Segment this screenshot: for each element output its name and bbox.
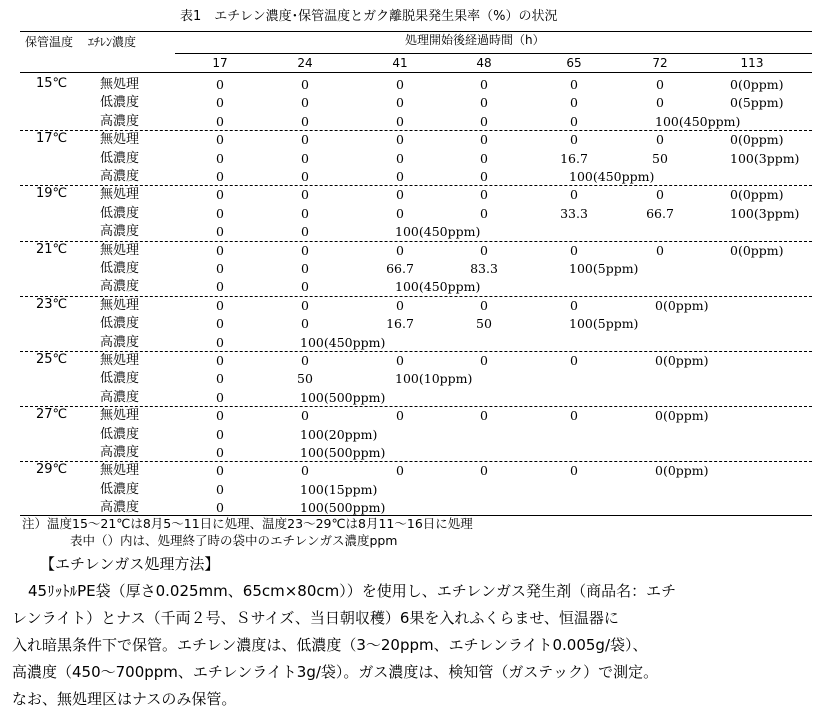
row-label: 高濃度 — [100, 279, 140, 295]
table-cell: 0 — [216, 224, 224, 240]
table-cell: 0 — [656, 77, 664, 92]
table-cell: 0 — [301, 77, 309, 92]
table-cell: 0 — [396, 132, 404, 148]
row-label: 低濃度 — [100, 150, 140, 166]
table-cell: 0 — [301, 169, 309, 184]
table-cell: 0 — [480, 150, 488, 166]
table-cell: 0 — [656, 187, 664, 203]
row-label: 低濃度 — [100, 426, 140, 442]
row-label: 無処理 — [100, 242, 140, 258]
table-cell: 0 — [480, 169, 488, 184]
table-cell: 0 — [570, 463, 578, 479]
table-cell: 16.7 — [386, 316, 414, 332]
table-cell: 0 — [216, 445, 224, 460]
table-cell: 100(500ppm) — [300, 500, 386, 516]
row-label: 高濃度 — [100, 113, 140, 129]
table-cell: 0 — [396, 242, 404, 258]
table-cell: 0 — [216, 169, 224, 184]
table-cell: 0 — [301, 150, 309, 166]
table-cell: 0 — [396, 187, 404, 203]
method-heading: 【エチレンガス処理方法】 — [40, 555, 220, 573]
header-sub-rule — [175, 53, 812, 54]
row-label: 無処理 — [100, 77, 140, 92]
table-cell: 0 — [396, 150, 404, 166]
hour-header: 17 — [212, 56, 228, 70]
hour-header: 41 — [392, 56, 408, 70]
table-cell: 0 — [656, 242, 664, 258]
table-cell: 0 — [301, 242, 309, 258]
header-elapsed-time: 処理開始後経過時間（h） — [405, 33, 545, 47]
table-cell: 100(3ppm) — [730, 150, 800, 166]
hour-header: 72 — [652, 56, 668, 70]
header-storage-temp: 保管温度 — [25, 35, 74, 49]
table-cell: 0 — [396, 169, 404, 184]
table-cell: 0 — [396, 77, 404, 92]
table-cell: 0(0ppm) — [730, 187, 784, 203]
table-cell: 0(0ppm) — [730, 77, 784, 92]
note-line-1: 注）温度15～21℃は8月5～11日に処理、温度23～29℃は8月11～16日に処理 — [22, 516, 473, 531]
table-cell: 0 — [216, 463, 224, 479]
table-cell: 0 — [301, 353, 309, 368]
table-cell: 0 — [216, 389, 224, 405]
table-cell: 100(450ppm) — [300, 334, 386, 350]
table-cell: 0 — [396, 297, 404, 313]
table-cell: 0 — [216, 481, 224, 497]
table-top-rule — [20, 31, 812, 32]
group-temp: 29℃ — [36, 462, 68, 478]
hour-header: 65 — [566, 56, 582, 70]
table-cell: 0(5ppm) — [730, 95, 784, 111]
table-cell: 0 — [656, 132, 664, 148]
row-label: 無処理 — [100, 132, 140, 148]
table-cell: 0 — [216, 316, 224, 332]
group-temp: 25℃ — [36, 352, 68, 367]
table-cell: 100(5ppm) — [569, 316, 639, 332]
table-cell: 0 — [570, 113, 578, 129]
table-cell: 0 — [216, 187, 224, 203]
hour-header: 113 — [740, 56, 764, 70]
table-cell: 0 — [570, 353, 578, 368]
table-cell: 100(15ppm) — [300, 481, 378, 497]
table-cell: 0 — [216, 353, 224, 368]
table-cell: 0 — [216, 205, 224, 221]
table-cell: 0 — [301, 95, 309, 111]
table-cell: 0 — [301, 205, 309, 221]
table-cell: 0 — [480, 77, 488, 92]
table-cell: 0 — [216, 261, 224, 276]
table-cell: 0(0ppm) — [730, 242, 784, 258]
row-label: 高濃度 — [100, 334, 140, 350]
table-cell: 0 — [216, 500, 224, 516]
group-separator — [20, 351, 812, 352]
table-cell: 0 — [216, 95, 224, 111]
table-cell: 0(0ppm) — [655, 353, 709, 368]
table-cell: 0 — [480, 205, 488, 221]
table-cell: 0 — [480, 95, 488, 111]
group-temp: 19℃ — [36, 186, 68, 202]
row-label: 低濃度 — [100, 316, 140, 332]
group-separator — [20, 185, 812, 186]
table-cell: 0 — [301, 132, 309, 148]
table-cell: 100(450ppm) — [569, 169, 655, 184]
row-label: 高濃度 — [100, 500, 140, 516]
table-cell: 0 — [480, 353, 488, 368]
hour-header: 24 — [297, 56, 313, 70]
table-cell: 100(500ppm) — [300, 445, 386, 460]
row-label: 無処理 — [100, 408, 140, 424]
table-cell: 0 — [301, 297, 309, 313]
method-line-5: なお、無処理区はナスのみ保管。 — [12, 690, 237, 708]
table-cell: 0(0ppm) — [655, 408, 709, 424]
note-line-2: 表中（）内は、処理終了時の袋中のエチレンガス濃度ppm — [70, 533, 398, 548]
table-cell: 0 — [216, 132, 224, 148]
row-label: 低濃度 — [100, 371, 140, 387]
table-cell: 0 — [570, 408, 578, 424]
table-cell: 50 — [297, 371, 313, 387]
table-cell: 0 — [301, 187, 309, 203]
row-label: 高濃度 — [100, 169, 140, 184]
table-cell: 100(450ppm) — [395, 279, 481, 295]
table-cell: 0 — [216, 426, 224, 442]
row-label: 無処理 — [100, 463, 140, 479]
table-cell: 0 — [216, 242, 224, 258]
hour-header: 48 — [476, 56, 492, 70]
table-cell: 0(0ppm) — [655, 297, 709, 313]
table-cell: 0 — [480, 132, 488, 148]
table-cell: 0(0ppm) — [730, 132, 784, 148]
table-cell: 66.7 — [386, 261, 414, 276]
row-label: 低濃度 — [100, 481, 140, 497]
table-cell: 0 — [480, 408, 488, 424]
row-label: 無処理 — [100, 353, 140, 368]
table-cell: 16.7 — [560, 150, 588, 166]
table-cell: 100(450ppm) — [655, 113, 741, 129]
group-separator — [20, 406, 812, 407]
table-cell: 100(500ppm) — [300, 389, 386, 405]
table-cell: 0 — [480, 113, 488, 129]
table-cell: 0 — [570, 132, 578, 148]
table-cell: 0 — [301, 279, 309, 295]
row-label: 低濃度 — [100, 205, 140, 221]
group-temp: 21℃ — [36, 241, 68, 257]
table-cell: 100(5ppm) — [569, 261, 639, 276]
method-line-3: 入れ暗黒条件下で保管。エチレン濃度は、低濃度（3～20ppm、エチレンライト0.005g/袋）、 — [12, 636, 648, 654]
table-cell: 100(20ppm) — [300, 426, 378, 442]
group-separator — [20, 461, 812, 462]
group-separator — [20, 130, 812, 131]
table-cell: 0 — [216, 371, 224, 387]
table-cell: 0 — [480, 297, 488, 313]
method-line-2: レンライト）とナス（千両２号、Ｓサイズ、当日朝収穫）6果を入れふくらませ、恒温器に — [12, 609, 619, 627]
table-cell: 100(10ppm) — [395, 371, 473, 387]
table-cell: 33.3 — [560, 205, 588, 221]
table-cell: 0 — [216, 334, 224, 350]
table-cell: 0 — [396, 95, 404, 111]
table-cell: 0 — [301, 113, 309, 129]
row-label: 無処理 — [100, 297, 140, 313]
table-cell: 50 — [476, 316, 492, 332]
table-cell: 66.7 — [646, 205, 674, 221]
table-cell: 0 — [570, 77, 578, 92]
row-label: 低濃度 — [100, 95, 140, 111]
table-cell: 0 — [570, 187, 578, 203]
row-label: 高濃度 — [100, 389, 140, 405]
group-temp: 15℃ — [36, 76, 68, 91]
table-cell: 0 — [570, 297, 578, 313]
header-bottom-rule — [20, 72, 812, 73]
table-cell: 0 — [216, 279, 224, 295]
table-cell: 0 — [396, 463, 404, 479]
table-cell: 0(0ppm) — [655, 463, 709, 479]
table-cell: 0 — [396, 353, 404, 368]
table-cell: 83.3 — [470, 261, 498, 276]
table-cell: 0 — [216, 77, 224, 92]
table-cell: 0 — [656, 95, 664, 111]
table-cell: 0 — [216, 297, 224, 313]
table-cell: 0 — [216, 113, 224, 129]
table-cell: 0 — [301, 261, 309, 276]
row-label: 低濃度 — [100, 261, 140, 276]
table-cell: 0 — [570, 242, 578, 258]
table-cell: 100(3ppm) — [730, 205, 800, 221]
table-cell: 50 — [652, 150, 668, 166]
group-separator — [20, 241, 812, 242]
table-cell: 0 — [301, 316, 309, 332]
method-line-4: 高濃度（450～700ppm、エチレンライト3g/袋）。ガス濃度は、検知管（ガステック）で測定。 — [12, 663, 659, 681]
row-label: 高濃度 — [100, 445, 140, 460]
table-cell: 0 — [570, 95, 578, 111]
header-ethylene-conc: ｴﾁﾚﾝ濃度 — [88, 35, 137, 49]
table-cell: 0 — [396, 205, 404, 221]
table-cell: 0 — [216, 150, 224, 166]
table-cell: 100(450ppm) — [395, 224, 481, 240]
method-line-1: 45ﾘｯﾄﾙPE袋（厚さ0.025mm、65cm×80cm））を使用し、エチレンガス発生剤（商品名：エチ — [28, 582, 677, 600]
group-separator — [20, 296, 812, 297]
table-cell: 0 — [301, 224, 309, 240]
group-temp: 27℃ — [36, 407, 68, 423]
table-cell: 0 — [216, 408, 224, 424]
row-label: 無処理 — [100, 187, 140, 203]
table-cell: 0 — [480, 242, 488, 258]
table-cell: 0 — [396, 113, 404, 129]
group-temp: 23℃ — [36, 296, 68, 312]
table-cell: 0 — [301, 408, 309, 424]
table-cell: 0 — [396, 408, 404, 424]
table-cell: 0 — [480, 187, 488, 203]
row-label: 高濃度 — [100, 224, 140, 240]
table-cell: 0 — [480, 463, 488, 479]
table-cell: 0 — [301, 463, 309, 479]
group-temp: 17℃ — [36, 131, 68, 147]
table-title: 表1 エチレン濃度･保管温度とガク離脱果発生果率（%）の状況 — [180, 9, 558, 24]
